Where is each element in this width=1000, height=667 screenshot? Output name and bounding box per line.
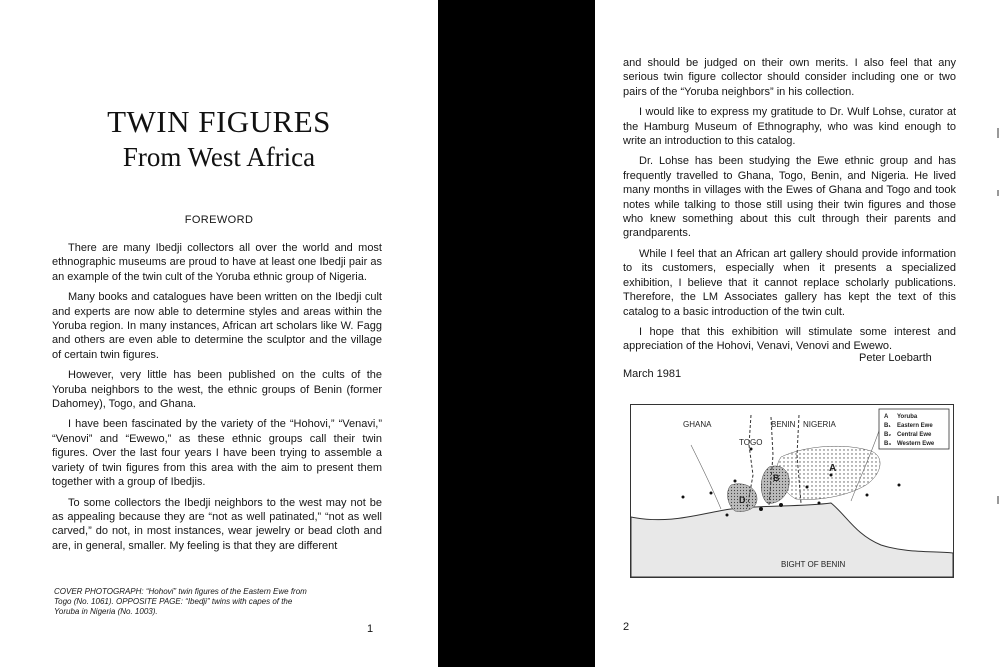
paragraph: and should be judged on their own merits. I also feel that any serious twin figure collector should consider including one or two pairs of the “Yoruba neighbors” in his collection. — [623, 57, 956, 98]
paragraph: I hope that this exhibition will stimulate some interest and appreciation of the Hohovi, Venavi, Venovi and Ewewo. — [623, 325, 956, 353]
right-page — [595, 0, 1000, 667]
paragraph: To some collectors the Ibedji neighbors to the west may not be as appealing because they are “not as well patinated,” “not as well carved,” do not, in most instances, wear jewelry or bead cloth and are, in general, smaller. My feeling is that they are different — [52, 496, 382, 552]
foreword-continued — [623, 56, 956, 360]
region-ewe-east — [761, 466, 789, 503]
book-subtitle: From West Africa — [122, 142, 316, 172]
map-graphic — [631, 405, 953, 577]
legend-key: B₁ — [884, 423, 891, 429]
foreword-body — [52, 241, 382, 559]
map-region-a: A — [829, 463, 837, 474]
author-signature: Peter Loebarth — [859, 352, 932, 364]
map-label-sea: BIGHT OF BENIN — [781, 560, 846, 569]
page-edge — [993, 0, 1000, 667]
book-title: TWIN FIGURES — [107, 104, 331, 139]
date-line: March 1981 — [623, 368, 682, 380]
legend-label: Western Ewe — [897, 441, 935, 447]
map-label-benin: BENIN — [771, 420, 796, 429]
map-label-ghana: GHANA — [683, 420, 712, 429]
river — [691, 445, 721, 509]
legend-label: Yoruba — [897, 414, 918, 420]
left-page — [0, 0, 438, 667]
legend-key: B₂ — [884, 432, 891, 438]
paragraph: I have been fascinated by the variety of the “Hohovi,” “Venavi,” “Venovi” and “Ewewo,” as these ethnic groups call their twin figures. Over the last four years I have been trying to assemble a variety of twin figures from this area with the aim to present them together with a group of Ibedjis. — [52, 418, 382, 489]
book-gutter — [438, 0, 595, 667]
map-label-nigeria: NIGERIA — [803, 420, 836, 429]
paragraph: Dr. Lohse has been studying the Ewe ethnic group and has frequently travelled to Ghana, Togo, Benin, and Nigeria. He lived many months in villages with the Ewes of Ghana and Togo and took notes while talking to those still using their twin figures and those who knew something about this cult through their parents and grandparents. — [623, 155, 956, 240]
region-map — [630, 404, 954, 578]
map-region-d: D — [739, 495, 746, 505]
map-region-b: B — [773, 473, 780, 483]
legend-key: B₃ — [884, 441, 892, 447]
paragraph: Many books and catalogues have been written on the Ibedji cult and experts are now able to determine styles and areas within the Yoruba region. In many instances, African art scholars like W. Fagg and others are even able to determine the sculptor and the village of certain twin figures. — [52, 291, 382, 361]
map-label-togo: TOGO — [739, 438, 763, 447]
paragraph: There are many Ibedji collectors all over the world and most ethnographic museums are proud to have at least one Ibedji pair as an example of the twin cult of the Yoruba ethnic group of Nigeria. — [52, 242, 382, 283]
paragraph: However, very little has been published on the cults of the Yoruba neighbors to the west, the ethnic groups of Benin (former Dahomey), Togo, and Ghana. — [52, 369, 382, 411]
section-heading: FOREWORD — [184, 214, 254, 226]
page-number: 2 — [623, 621, 630, 633]
page-number: 1 — [367, 623, 374, 635]
paragraph: While I feel that an African art gallery should provide information to its customers, especially when it presents a specialized exhibition, I believe that it cannot replace scholarly publications. Therefore, the LM Associates gallery has kept the text of this catalog to a basic introduction of the twin cult. — [623, 247, 956, 318]
legend-label: Eastern Ewe — [897, 423, 933, 429]
paragraph: I would like to express my gratitude to Dr. Wulf Lohse, curator at the Hamburg Museum of Ethnography, who was kind enough to write an introduction to this catalog. — [623, 106, 956, 148]
legend-key: A — [884, 414, 889, 420]
photo-caption: COVER PHOTOGRAPH: “Hohovi” twin figures of the Eastern Ewe from Togo (No. 1061). OPPOSITE PAGE: “Ibedji” twins with capes of the Yoruba in Nigeria (No. 1003). — [54, 587, 307, 616]
legend-label: Central Ewe — [897, 432, 932, 438]
